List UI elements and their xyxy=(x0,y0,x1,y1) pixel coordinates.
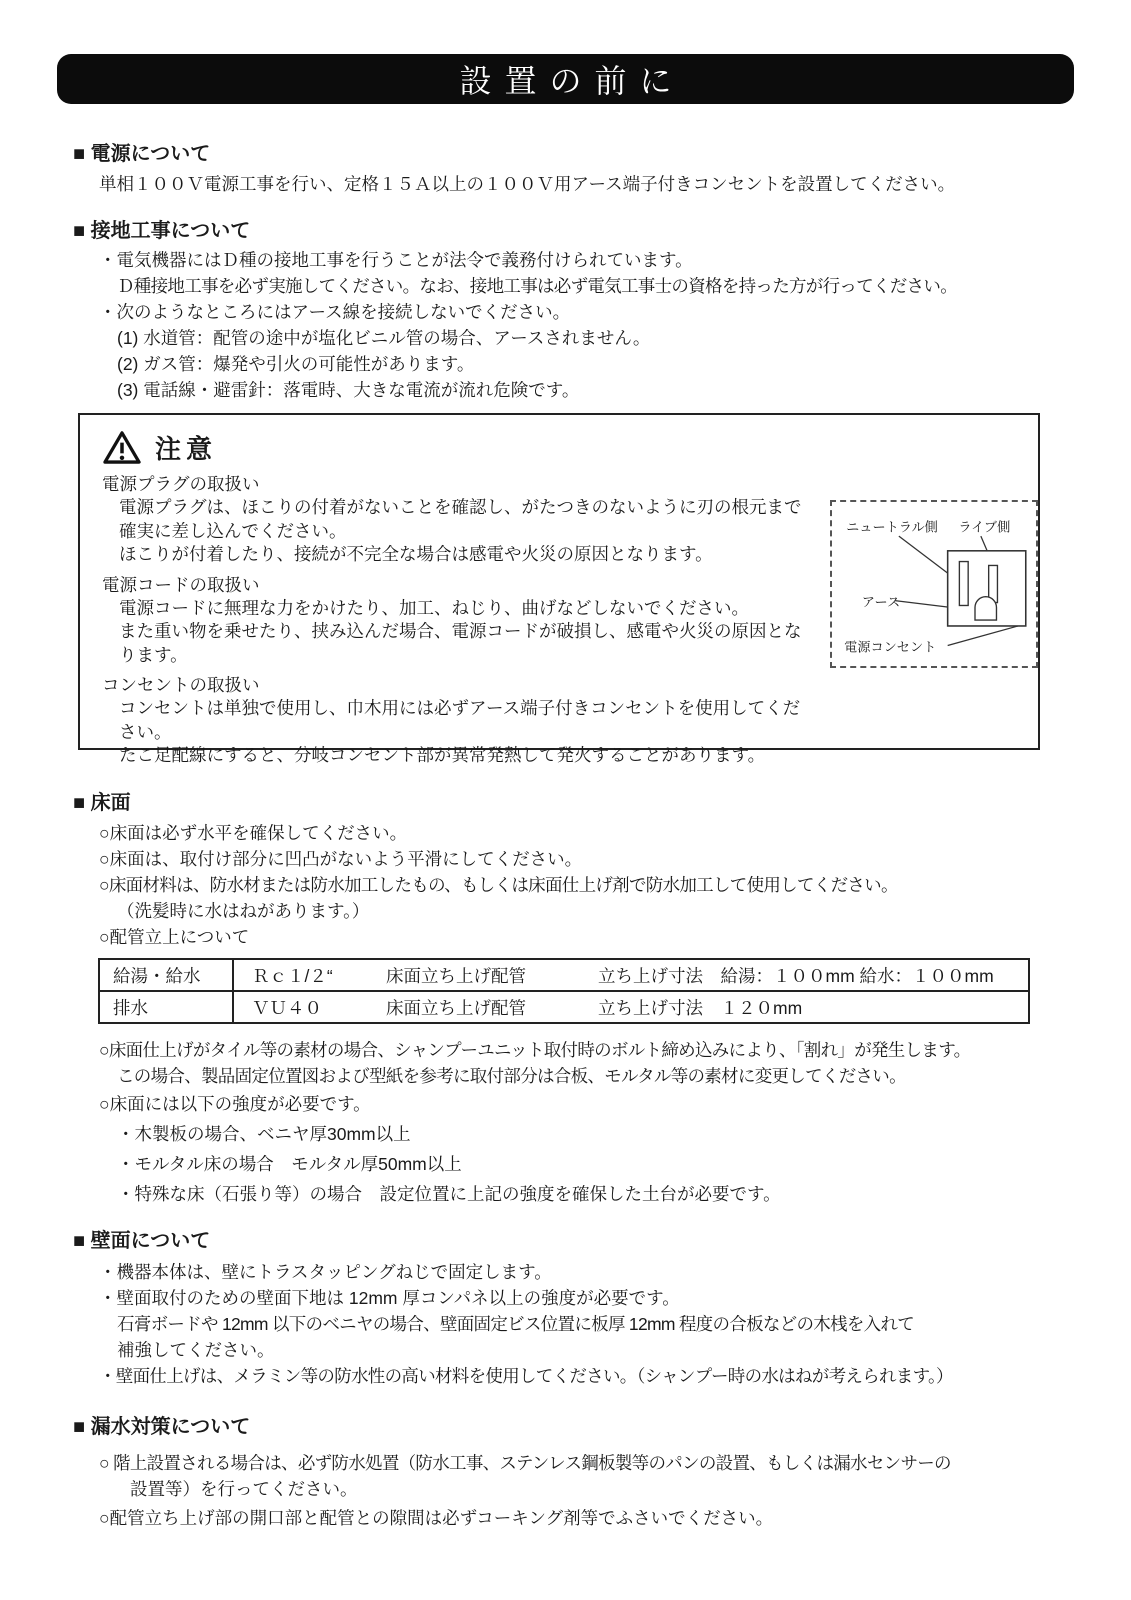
caution-group-title: 電源コードの取扱い xyxy=(102,574,260,595)
table-row xyxy=(99,991,1029,1023)
section-heading-grounding: ■ 接地工事について xyxy=(73,220,251,242)
grounding-line: (2) ガス管：爆発や引火の可能性があります。 xyxy=(117,354,475,374)
pipe-size: Ｒｃ１/２“ xyxy=(252,965,333,986)
wall-line: 補強してください。 xyxy=(117,1340,275,1360)
pipe-dimension: 立ち上げ寸法 給湯：１００mm 給水：１００mm xyxy=(598,965,994,986)
floor-line: ・特殊な床（石張り等）の場合 設定位置に上記の強度を確保した土台が必要です。 xyxy=(117,1184,781,1204)
section-heading-leak: ■ 漏水対策について xyxy=(73,1416,251,1438)
grounding-list xyxy=(57,247,1074,403)
live-side-label: ライブ側 xyxy=(958,519,1011,535)
section-heading-power: ■ 電源について xyxy=(73,143,211,165)
leak-list xyxy=(57,1450,1074,1531)
power-outlet-label: 電源コンセント xyxy=(844,639,937,655)
caution-group-outlet xyxy=(102,673,1038,768)
caution-line: コンセントは単独で使用し、巾木用には必ずアース端子付きコンセントを使用してくだ xyxy=(119,698,801,718)
row-label: 排水 xyxy=(99,991,233,1023)
grounding-line: (3) 電話線・避雷針：落電時、大きな電流が流れ危険です。 xyxy=(117,380,580,400)
table-row xyxy=(99,959,1029,991)
floor-line: ○床面材料は、防水材または防水加工したもの、もしくは床面仕上げ剤で防水加工して使用してください。 xyxy=(99,875,898,895)
caution-title-text: 注意 xyxy=(155,433,218,464)
neutral-side-label: ニュートラル側 xyxy=(846,519,938,535)
section-heading-floor: ■ 床面 xyxy=(73,792,131,814)
wall-line: ・壁面取付のための壁面下地は 12mm 厚コンパネ以上の強度が必要です。 xyxy=(99,1288,680,1308)
page-title: 設置の前に xyxy=(459,63,685,99)
grounding-line: Ｄ種接地工事を必ず実施してください。なお、接地工事は必ず電気工事士の資格を持った方が行ってください。 xyxy=(117,276,957,296)
page-title-bar xyxy=(57,54,1074,104)
outlet-diagram xyxy=(830,500,1038,668)
floor-line: ・モルタル床の場合 モルタル厚50mm以上 xyxy=(117,1154,462,1174)
pipe-dimension: 立ち上げ寸法 １２０mm xyxy=(598,997,803,1018)
caution-line: 電源プラグは、ほこりの付着がないことを確認し、がたつきのないように刃の根元まで xyxy=(119,497,802,517)
caution-group-title: コンセントの取扱い xyxy=(102,675,260,695)
pipe-type: 床面立ち上げ配管 xyxy=(386,997,526,1018)
floor-list-2 xyxy=(57,1037,1074,1209)
piping-spec-table xyxy=(98,958,1030,1024)
pipe-type: 床面立ち上げ配管 xyxy=(386,965,526,986)
floor-line: ○床面には以下の強度が必要です。 xyxy=(99,1094,371,1114)
power-text: 単相１００Ｖ電源工事を行い、定格１５Ａ以上の１００Ｖ用アース端子付きコンセントを設置してください。 xyxy=(99,174,956,194)
floor-line: （洗髪時に水はねがあります。） xyxy=(117,901,370,921)
wall-line: ・壁面仕上げは、メラミン等の防水性の高い材料を使用してください。（シャンプー時の水はねが考えられます。） xyxy=(99,1366,953,1386)
floor-line: ○床面は必ず水平を確保してください。 xyxy=(99,823,408,843)
caution-line: ります。 xyxy=(119,644,188,665)
leak-line: 設置等）を行ってください。 xyxy=(130,1479,358,1499)
caution-line: 電源コードに無理な力をかけたり、加工、ねじり、曲げなどしないでください。 xyxy=(119,597,749,618)
floor-list xyxy=(57,820,1074,950)
caution-line: ほこりが付着したり、接続が不完全な場合は感電や火災の原因となります。 xyxy=(119,544,713,564)
outlet-diagram-drawing xyxy=(832,502,1036,666)
floor-line: この場合、製品固定位置図および型紙を参考に取付部分は合板、モルタル等の素材に変更してください。 xyxy=(117,1066,906,1086)
wall-line: 石膏ボードや 12mm 以下のベニヤの場合、壁面固定ビス位置に板厚 12mm 程度の合板などの木桟を入れて xyxy=(117,1314,915,1334)
caution-line: たこ足配線にすると、分岐コンセント部が異常発熱して発火することがあります。 xyxy=(119,745,766,765)
row-label: 給湯・給水 xyxy=(99,959,233,991)
caution-box xyxy=(78,413,1040,765)
caution-line: また重い物を乗せたり、挟み込んだ場合、電源コードが破損し、感電や火災の原因とな xyxy=(119,621,802,641)
floor-line: ・木製板の場合、ベニヤ厚30mm以上 xyxy=(117,1124,411,1144)
wall-list xyxy=(57,1259,1074,1389)
grounding-line: ・次のようなところにはアース線を接続しないでください。 xyxy=(99,302,571,322)
warning-triangle-icon xyxy=(102,430,142,465)
leak-line: ○ 階上設置される場合は、必ず防水処置（防水工事、ステンレス鋼板製等のパンの設置、もしくは漏水センサーの xyxy=(99,1453,951,1473)
caution-group-title: 電源プラグの取扱い xyxy=(102,474,260,494)
row-spec xyxy=(234,963,1028,988)
caution-title xyxy=(102,428,1038,466)
earth-label: アース xyxy=(861,594,901,610)
leak-line: ○配管立ち上げ部の開口部と配管との隙間は必ずコーキング剤等でふさいでください。 xyxy=(99,1508,774,1528)
grounding-line: (1) 水道管：配管の途中が塩化ビニル管の場合、アースされません。 xyxy=(117,328,651,348)
floor-line: ○配管立上について xyxy=(99,927,250,947)
row-spec xyxy=(234,995,1028,1020)
floor-line: ○床面仕上げがタイル等の素材の場合、シャンプーユニット取付時のボルト締め込みにより、「割れ」が発生します。 xyxy=(99,1040,971,1060)
caution-line: さい。 xyxy=(119,721,172,742)
section-heading-wall: ■ 壁面について xyxy=(73,1230,211,1252)
caution-line: 確実に差し込んでください。 xyxy=(119,520,347,541)
grounding-line: ・電気機器にはＤ種の接地工事を行うことが法令で義務付けられています。 xyxy=(99,250,693,270)
wall-line: ・機器本体は、壁にトラスタッピングねじで固定します。 xyxy=(99,1262,552,1282)
pipe-size: ＶＵ４０ xyxy=(252,997,322,1018)
floor-line: ○床面は、取付け部分に凹凸がないよう平滑にしてください。 xyxy=(99,849,583,869)
